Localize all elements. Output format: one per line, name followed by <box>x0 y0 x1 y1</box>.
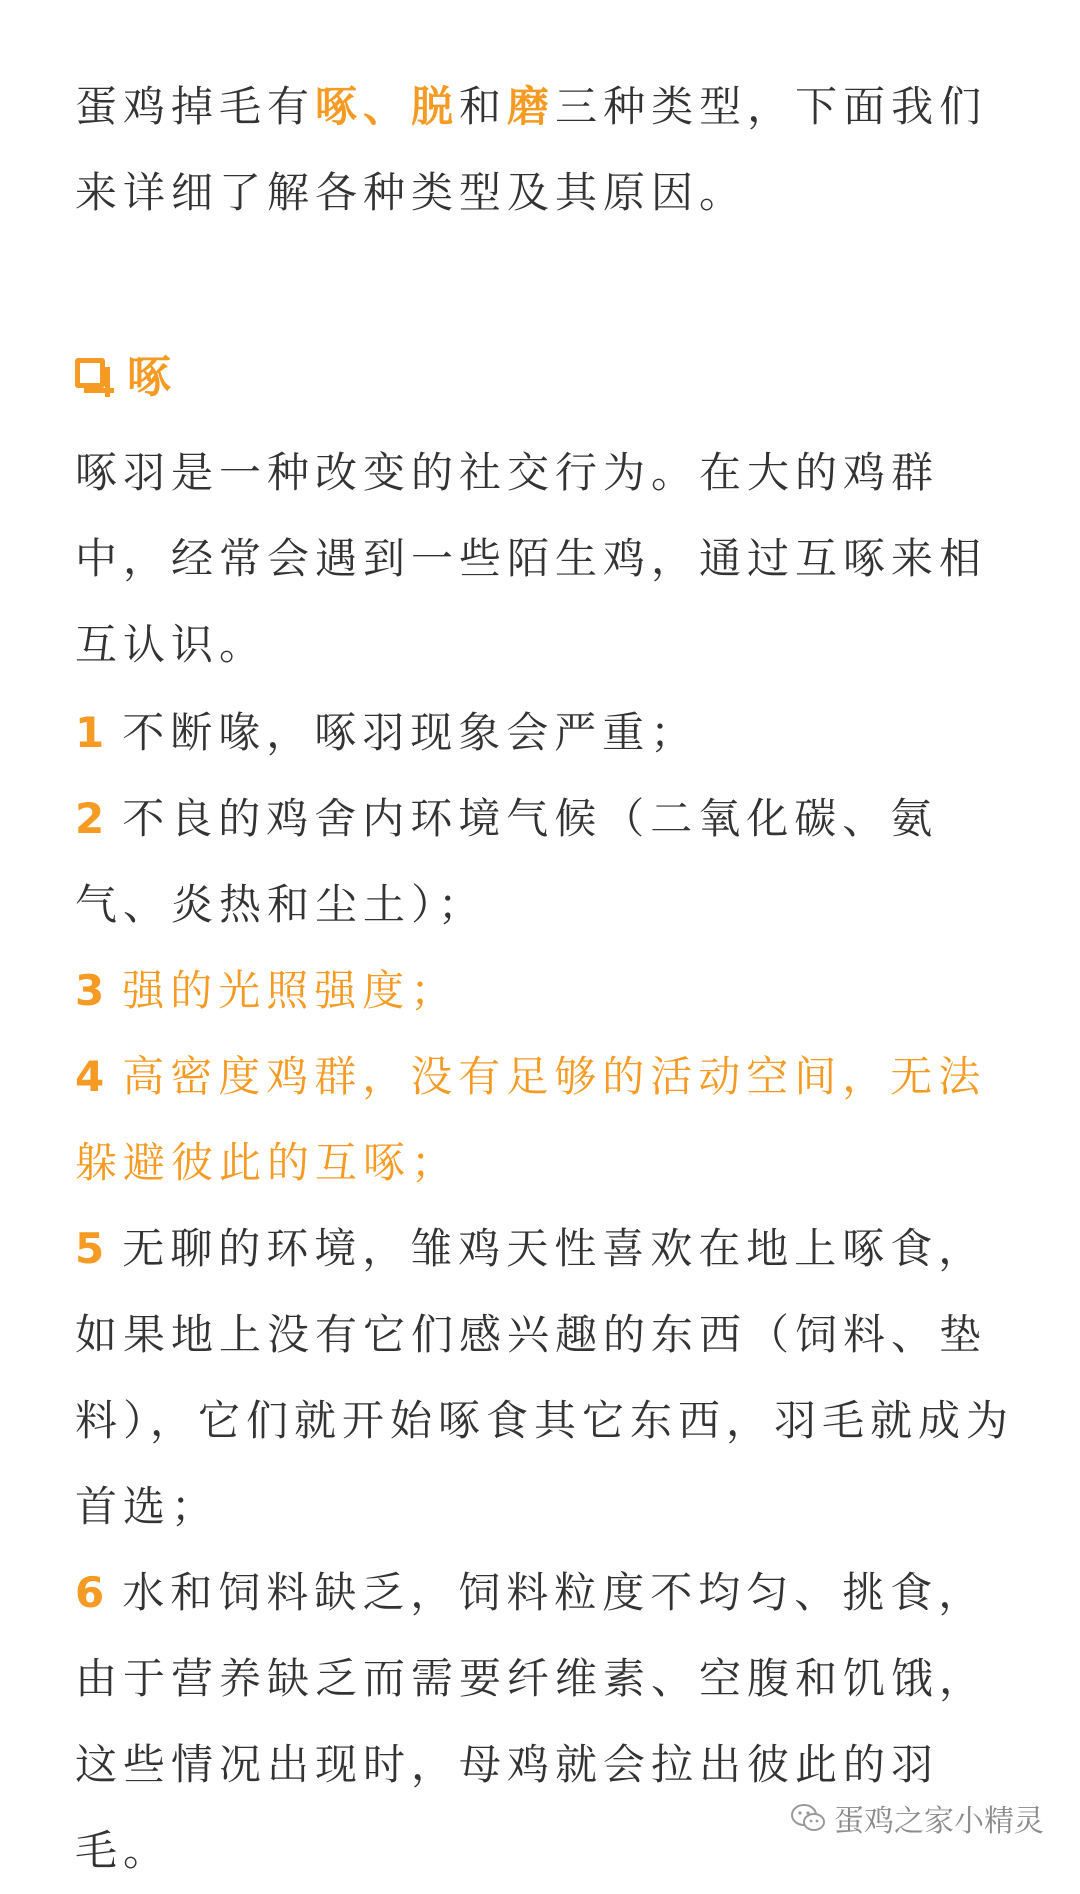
reason-number: 1 <box>75 708 111 757</box>
intro-post: 三种类型，下面我们来详细了解各种类型及其原因。 <box>75 82 988 217</box>
reason-item-3 <box>75 948 1015 1034</box>
reason-item-2 <box>75 776 1015 948</box>
reason-text: 水和饲料缺乏，饲料粒度不均匀、挑食，由于营养缺乏而需要纤维素、空腹和饥饿，这些情况出现时，母鸡就会拉出彼此的羽毛。 <box>75 1568 988 1875</box>
wechat-icon <box>790 1803 826 1833</box>
section-title: 啄 <box>127 352 171 403</box>
reason-text: 不良的鸡舍内环境气候（二氧化碳、氨气、炎热和尘土）； <box>75 794 939 929</box>
reason-item-6 <box>75 1550 1015 1894</box>
reason-text: 强的光照强度； <box>122 966 459 1015</box>
watermark-text: 蛋鸡之家小精灵 <box>834 1804 1044 1839</box>
intro-highlight-types: 啄、脱 <box>315 82 460 131</box>
reason-number: 4 <box>75 1052 111 1101</box>
section-heading <box>75 343 171 403</box>
intro-paragraph <box>75 64 1015 236</box>
checkbox-square-icon <box>75 358 105 388</box>
reason-text: 高密度鸡群，没有足够的活动空间，无法躲避彼此的互啄； <box>75 1052 987 1187</box>
section-description: 啄羽是一种改变的社交行为。在大的鸡群中，经常会遇到一些陌生鸡，通过互啄来相互认识。 <box>75 448 988 669</box>
intro-pre: 蛋鸡掉毛有 <box>75 82 316 131</box>
watermark <box>790 1796 1044 1840</box>
reason-item-5 <box>75 1206 1015 1550</box>
reason-item-1 <box>75 690 1015 776</box>
intro-mid: 和 <box>459 82 508 131</box>
reason-number: 6 <box>75 1568 111 1617</box>
reason-number: 2 <box>75 794 111 843</box>
reason-number: 3 <box>75 966 111 1015</box>
intro-highlight-grind: 磨 <box>507 82 556 131</box>
reason-text: 不断喙，啄羽现象会严重； <box>122 708 699 757</box>
reason-item-4 <box>75 1034 1015 1206</box>
reason-number: 5 <box>75 1224 111 1273</box>
reason-text: 无聊的环境，雏鸡天性喜欢在地上啄食，如果地上没有它们感兴趣的东西（饲料、垫料），它们就开始啄食其它东西，羽毛就成为首选； <box>75 1224 1015 1531</box>
